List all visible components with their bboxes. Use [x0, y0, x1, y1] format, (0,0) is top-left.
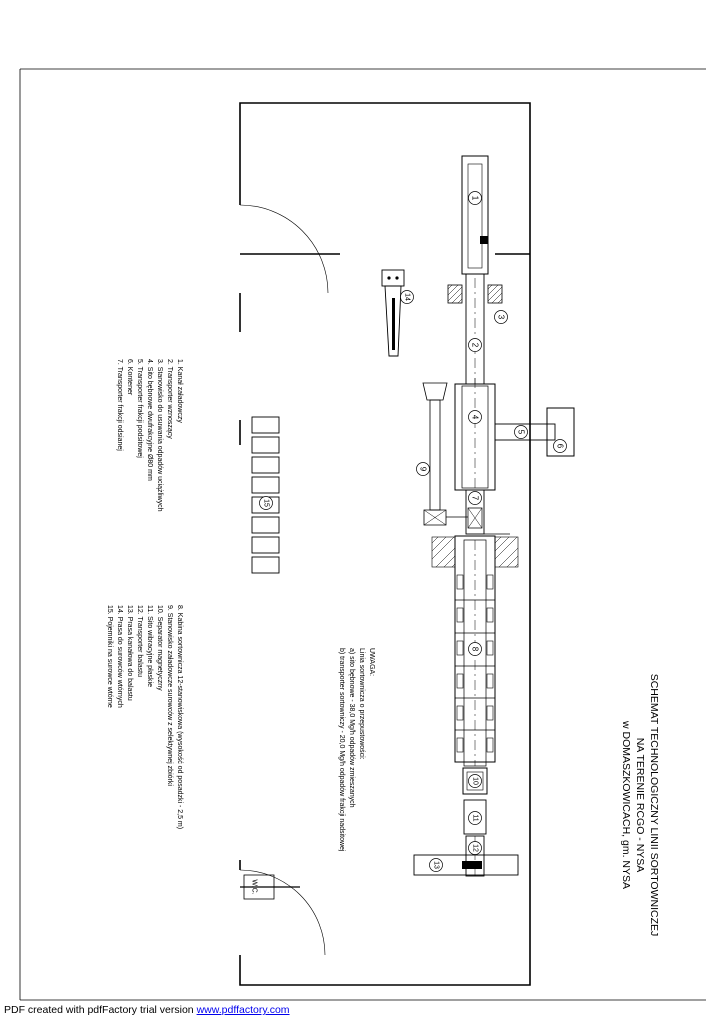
legend-right — [106, 605, 183, 829]
svg-text:3: 3 — [496, 314, 506, 320]
capacity-note — [338, 648, 375, 852]
marker-2 — [469, 339, 482, 352]
title-line-1: SCHEMAT TECHNOLOGICZNY LINII SORTOWNICZEJ — [648, 673, 660, 937]
wc-label: W.C. — [250, 879, 258, 895]
title-line-2: NA TERENIE RCGO - NYSA — [634, 737, 646, 873]
svg-text:14: 14 — [403, 293, 411, 301]
legend-item: 9. Stanowisko załadowcze surowców z selektywnej zbiórki — [166, 605, 173, 786]
svg-text:4: 4 — [470, 414, 480, 420]
svg-text:2: 2 — [470, 342, 480, 348]
svg-text:12: 12 — [471, 844, 479, 852]
legend-item: 13. Prasa kanałowa do balastu — [126, 605, 133, 701]
svg-text:5: 5 — [516, 429, 526, 435]
drawing-title — [620, 674, 660, 937]
legend-item: 4. Sito bębnowe dwufrakcyjne Ø80 mm — [146, 359, 153, 481]
note-line-1: Linia sortownicza o przepustowości: — [358, 648, 365, 760]
svg-text:9: 9 — [418, 466, 428, 472]
selective-loading-station — [423, 383, 468, 525]
svg-text:7: 7 — [470, 495, 480, 501]
elevating-conveyor — [466, 274, 484, 384]
marker-5 — [515, 426, 528, 439]
marker-10 — [469, 775, 482, 788]
pdf-footer — [4, 1004, 290, 1016]
loading-channel — [462, 156, 488, 274]
equipment-markers — [260, 192, 567, 872]
marker-13 — [430, 859, 443, 872]
legend-item: 14. Prasa do surowców wtórnych — [116, 605, 123, 708]
legend-item: 1. Kanał załadowczy — [176, 359, 183, 423]
page-frame — [20, 69, 706, 1000]
marker-6 — [554, 440, 567, 453]
marker-8 — [469, 643, 482, 656]
legend-item: 2. Transporter wznoszący — [166, 359, 173, 439]
legend-item: 6. Kontener — [126, 359, 133, 396]
secondary-materials-press — [382, 270, 404, 356]
legend-item: 5. Transporter frakcji podsitowej — [136, 359, 143, 458]
svg-text:1: 1 — [470, 195, 480, 201]
legend-item: 7. Transporter frakcji odsianej — [116, 359, 123, 451]
title-line-3: w DOMASZKOWICACH, gm. NYSA — [620, 720, 632, 890]
pdffactory-link[interactable]: www.pdffactory.com — [196, 1004, 290, 1016]
svg-text:13: 13 — [432, 861, 440, 869]
marker-14 — [401, 291, 414, 304]
legend-left — [116, 359, 183, 512]
marker-3 — [495, 311, 508, 324]
marker-1 — [469, 192, 482, 205]
legend-item: 3. Stanowisko do usuwania odpadów uciążliwych — [156, 359, 163, 512]
legend-item: 10. Separator magnetyczny — [156, 605, 163, 691]
svg-text:8: 8 — [470, 646, 480, 652]
marker-9 — [417, 463, 430, 476]
marker-15 — [260, 497, 273, 510]
svg-text:10: 10 — [471, 777, 479, 785]
legend-item: 8. Kabina sortownicza 12-stanowiskowa (wysokość od posadzki - 2,5 m) — [176, 605, 183, 830]
equipment-layout — [244, 156, 574, 899]
svg-text:6: 6 — [555, 443, 565, 449]
secondary-materials-bins — [252, 417, 279, 573]
svg-text:11: 11 — [471, 814, 479, 822]
legend-item: 11. Sito wibracyjne płaskie — [146, 605, 153, 687]
legend-item: 15. Pojemniki na surowce wtórne — [106, 605, 113, 708]
footer-text: PDF created with pdfFactory trial version — [4, 1004, 197, 1016]
note-line-3: b) transporter sortowniczy - 20,0 Mg/h odpadów frakcji nadsitowej — [338, 648, 345, 852]
trommel-screen — [455, 378, 495, 496]
note-line-2: a) sito bębnowe - 38,0 Mg/h odpadów zmieszanych — [348, 648, 355, 808]
marker-11 — [469, 812, 482, 825]
marker-7 — [469, 492, 482, 505]
marker-4 — [469, 411, 482, 424]
note-heading: UWAGA: — [368, 648, 375, 677]
marker-12 — [469, 842, 482, 855]
building-walls — [240, 103, 530, 985]
legend-item: 12. Transporter balastu — [136, 605, 143, 677]
svg-text:15: 15 — [262, 499, 270, 507]
